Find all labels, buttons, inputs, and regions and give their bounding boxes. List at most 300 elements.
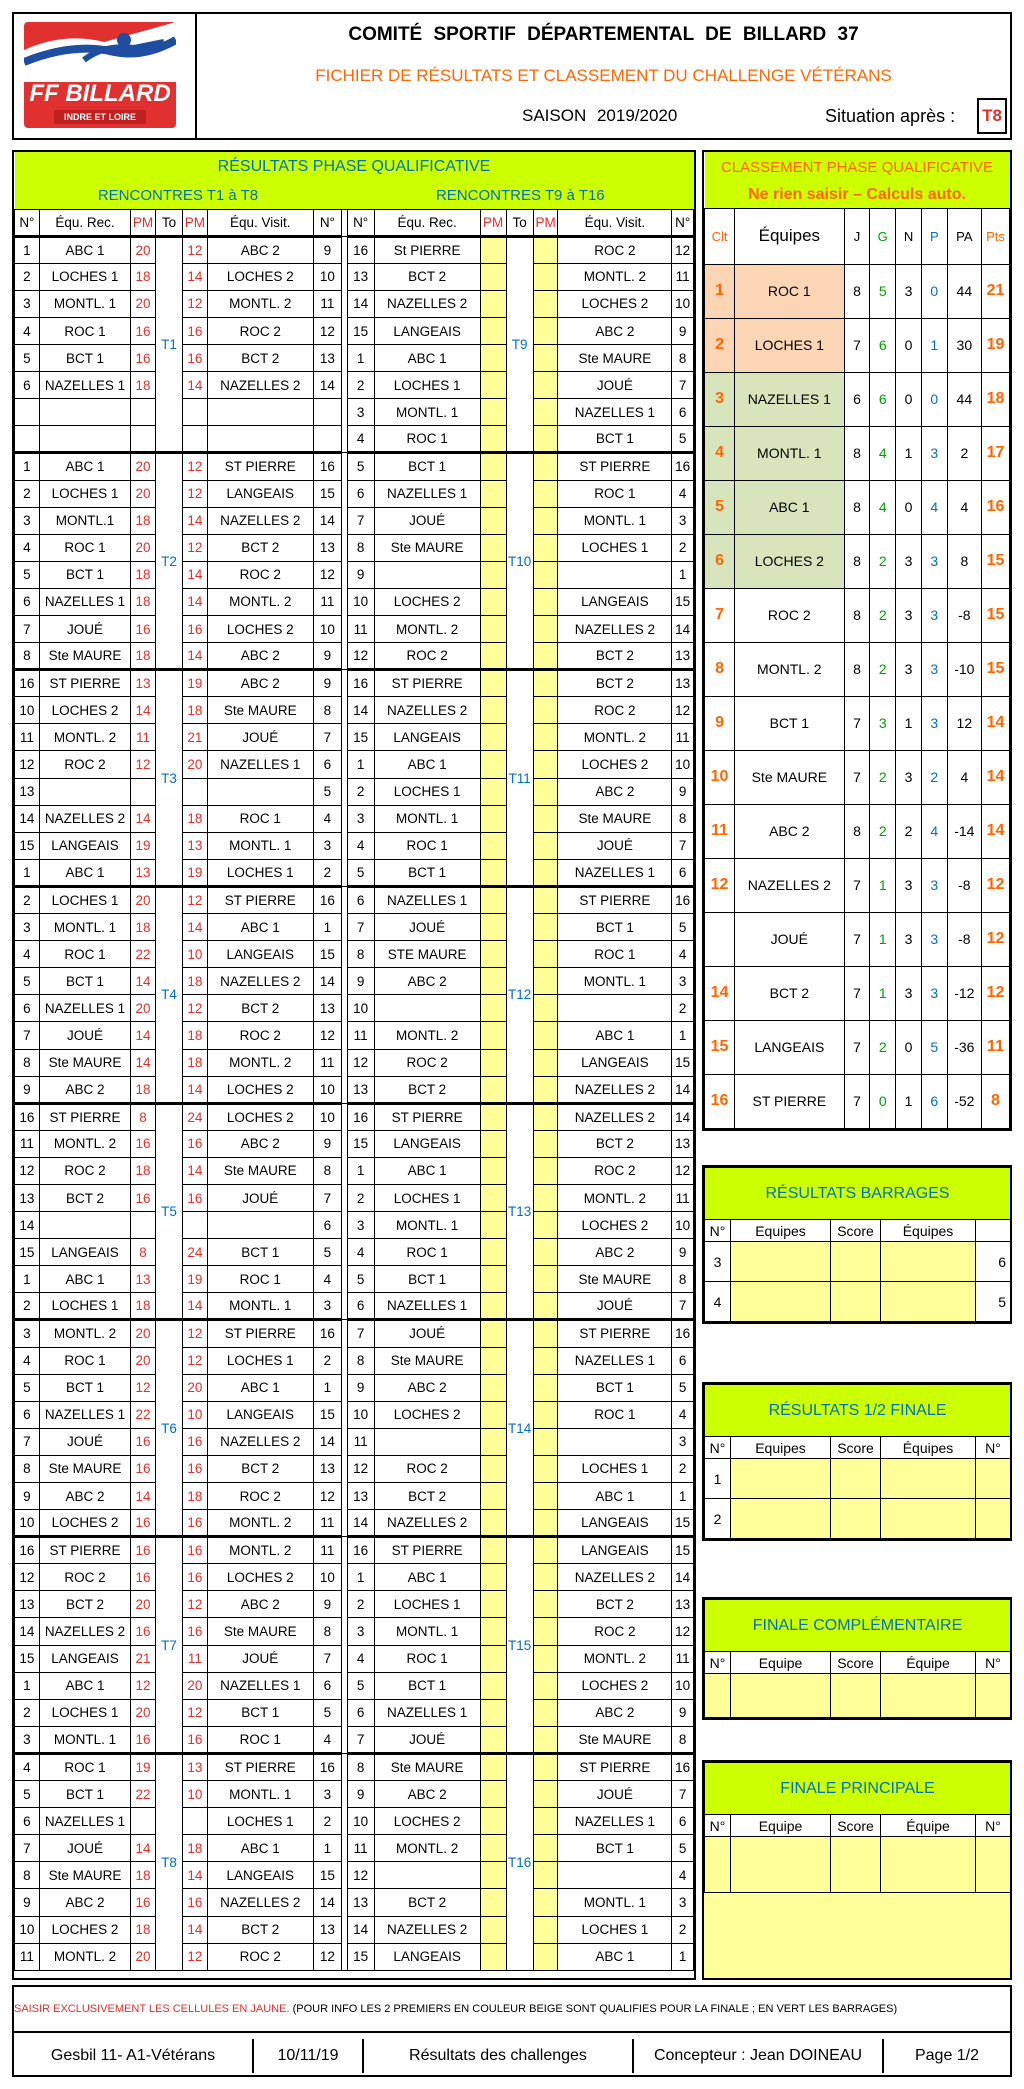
home-score[interactable]: 8	[131, 1239, 156, 1266]
away-score-input[interactable]	[533, 317, 558, 344]
away-score[interactable]: 16	[183, 616, 208, 643]
away-score-input[interactable]	[533, 480, 558, 507]
away-score[interactable]: 20	[183, 1672, 208, 1699]
home-score-input[interactable]	[480, 1103, 506, 1130]
away-score-input[interactable]	[533, 941, 558, 968]
away-score[interactable]	[183, 1212, 208, 1239]
away-score-input[interactable]	[533, 1943, 558, 1970]
home-score[interactable]: 20	[131, 534, 156, 561]
home-team: JOUÉ	[374, 1320, 480, 1347]
away-score[interactable]: 16	[183, 1455, 208, 1482]
away-score-input[interactable]	[533, 1726, 558, 1753]
away-score[interactable]	[183, 778, 208, 805]
away-score[interactable]: 14	[183, 643, 208, 670]
home-score-input[interactable]	[480, 1347, 506, 1374]
away-score-input[interactable]	[533, 697, 558, 724]
away-score[interactable]: 20	[183, 1374, 208, 1401]
home-score-input[interactable]	[480, 1184, 506, 1211]
home-score[interactable]: 22	[131, 941, 156, 968]
home-score-input[interactable]	[480, 534, 506, 561]
home-score[interactable]	[131, 399, 156, 426]
score-cell[interactable]	[831, 1674, 881, 1718]
away-score[interactable]: 12	[183, 534, 208, 561]
home-score[interactable]: 16	[131, 1537, 156, 1564]
home-score-input[interactable]	[480, 886, 506, 913]
home-score-input[interactable]	[480, 1239, 506, 1266]
away-score[interactable]: 16	[183, 1184, 208, 1211]
away-score[interactable]: 18	[183, 968, 208, 995]
home-score[interactable]: 18	[131, 507, 156, 534]
team-cell[interactable]	[731, 1282, 831, 1322]
home-score[interactable]: 18	[131, 263, 156, 290]
lost: 3	[921, 642, 947, 696]
home-score-input[interactable]	[480, 236, 506, 263]
away-score[interactable]: 16	[183, 317, 208, 344]
away-score-input[interactable]	[533, 345, 558, 372]
away-score-input[interactable]	[533, 236, 558, 263]
away-team: ROC 2	[207, 317, 313, 344]
away-score[interactable]: 18	[183, 805, 208, 832]
away-score-input[interactable]	[533, 1266, 558, 1293]
away-score[interactable]: 12	[183, 1943, 208, 1970]
away-score[interactable]: 16	[183, 1537, 208, 1564]
home-score-input[interactable]	[480, 1726, 506, 1753]
semi-row[interactable]	[705, 1499, 1011, 1539]
away-score[interactable]: 18	[183, 1022, 208, 1049]
team-number-input[interactable]	[976, 1499, 1011, 1539]
home-score-input[interactable]	[480, 832, 506, 859]
team-cell[interactable]	[731, 1459, 831, 1499]
home-score-input[interactable]	[480, 1537, 506, 1564]
left-subtitle: RENCONTRES T1 à T8	[97, 186, 259, 204]
away-score-input[interactable]	[533, 1510, 558, 1537]
home-number: 6	[15, 1808, 40, 1835]
away-score[interactable]: 16	[183, 1618, 208, 1645]
home-score-input[interactable]	[480, 263, 506, 290]
away-score[interactable]: 19	[183, 670, 208, 697]
home-score[interactable]: 20	[131, 1699, 156, 1726]
home-score-input[interactable]	[480, 724, 506, 751]
away-score[interactable]: 14	[183, 372, 208, 399]
away-score[interactable]: 14	[183, 263, 208, 290]
home-score-input[interactable]	[480, 1022, 506, 1049]
away-score[interactable]: 10	[183, 941, 208, 968]
away-score-input[interactable]	[533, 1049, 558, 1076]
home-score[interactable]: 14	[131, 697, 156, 724]
played: 8	[844, 588, 870, 642]
home-score-input[interactable]	[480, 561, 506, 588]
home-score[interactable]	[131, 1808, 156, 1835]
home-score-input[interactable]	[480, 1401, 506, 1428]
away-score-input[interactable]	[533, 805, 558, 832]
away-score-input[interactable]	[533, 1699, 558, 1726]
home-score-input[interactable]	[480, 1672, 506, 1699]
away-score-input[interactable]	[533, 588, 558, 615]
home-score[interactable]: 16	[131, 345, 156, 372]
home-number: 16	[15, 670, 40, 697]
home-score-input[interactable]	[480, 1808, 506, 1835]
away-score[interactable]: 16	[183, 1510, 208, 1537]
home-score[interactable]: 14	[131, 1835, 156, 1862]
score-cell[interactable]	[831, 1242, 881, 1282]
away-score[interactable]: 13	[183, 832, 208, 859]
home-score-input[interactable]	[480, 805, 506, 832]
away-score-input[interactable]	[533, 995, 558, 1022]
home-score[interactable]: 16	[131, 1726, 156, 1753]
away-score[interactable]: 11	[183, 1645, 208, 1672]
away-score[interactable]: 16	[183, 1428, 208, 1455]
away-score[interactable]: 24	[183, 1103, 208, 1130]
home-score-input[interactable]	[480, 1862, 506, 1889]
away-score[interactable]: 16	[183, 345, 208, 372]
away-score[interactable]: 14	[183, 1157, 208, 1184]
away-score-input[interactable]	[533, 1374, 558, 1401]
home-score[interactable]: 19	[131, 832, 156, 859]
home-score[interactable]: 20	[131, 1943, 156, 1970]
away-score-input[interactable]	[533, 1835, 558, 1862]
away-score-input[interactable]	[533, 1076, 558, 1103]
team-number-input[interactable]	[976, 1674, 1011, 1718]
away-score-input[interactable]	[533, 886, 558, 913]
home-score-input[interactable]	[480, 1645, 506, 1672]
home-score-input[interactable]	[480, 1130, 506, 1157]
home-score-input[interactable]	[480, 1076, 506, 1103]
home-score[interactable]: 18	[131, 1862, 156, 1889]
away-score[interactable]: 19	[183, 1266, 208, 1293]
away-score-input[interactable]	[533, 1130, 558, 1157]
away-score-input[interactable]	[533, 751, 558, 778]
score-cell[interactable]	[831, 1282, 881, 1322]
home-score[interactable]: 16	[131, 1564, 156, 1591]
team-cell[interactable]	[881, 1837, 976, 1893]
home-score-input[interactable]	[480, 1320, 506, 1347]
away-score[interactable]: 16	[183, 1130, 208, 1157]
home-score-input[interactable]	[480, 1699, 506, 1726]
away-score-input[interactable]	[533, 670, 558, 697]
home-score-input[interactable]	[480, 1564, 506, 1591]
score-cell[interactable]	[831, 1459, 881, 1499]
away-number: 7	[672, 832, 694, 859]
away-score-input[interactable]	[533, 778, 558, 805]
away-score-input[interactable]	[533, 1455, 558, 1482]
finale-row[interactable]	[705, 1837, 1011, 1893]
home-number: 10	[15, 1510, 40, 1537]
home-score[interactable]: 20	[131, 1591, 156, 1618]
home-score-input[interactable]	[480, 426, 506, 453]
home-score[interactable]: 11	[131, 724, 156, 751]
home-score[interactable]: 19	[131, 1753, 156, 1780]
away-score[interactable]: 14	[183, 588, 208, 615]
home-score[interactable]: 22	[131, 1401, 156, 1428]
away-score[interactable]: 20	[183, 751, 208, 778]
team-cell[interactable]	[881, 1242, 976, 1282]
away-score-input[interactable]	[533, 1862, 558, 1889]
team-cell[interactable]	[731, 1674, 831, 1718]
home-score[interactable]: 13	[131, 670, 156, 697]
team-cell[interactable]	[881, 1282, 976, 1322]
home-score[interactable]: 16	[131, 317, 156, 344]
away-score-input[interactable]	[533, 263, 558, 290]
home-number: 10	[15, 697, 40, 724]
away-score-input[interactable]	[533, 1537, 558, 1564]
away-score[interactable]: 10	[183, 1401, 208, 1428]
away-score[interactable]: 21	[183, 724, 208, 751]
away-score-input[interactable]	[533, 507, 558, 534]
away-score[interactable]	[183, 1808, 208, 1835]
home-score-input[interactable]	[480, 859, 506, 886]
home-score-input[interactable]	[480, 453, 506, 480]
away-score[interactable]: 18	[183, 1049, 208, 1076]
home-score-input[interactable]	[480, 1483, 506, 1510]
away-score[interactable]: 12	[183, 1347, 208, 1374]
home-score[interactable]: 18	[131, 561, 156, 588]
away-score-input[interactable]	[533, 616, 558, 643]
home-score[interactable]: 14	[131, 1049, 156, 1076]
away-score[interactable]: 14	[183, 1862, 208, 1889]
home-score[interactable]: 21	[131, 1645, 156, 1672]
team-cell[interactable]	[731, 1499, 831, 1539]
home-score[interactable]: 20	[131, 1347, 156, 1374]
home-score-input[interactable]	[480, 1591, 506, 1618]
home-score-input[interactable]	[480, 941, 506, 968]
home-score[interactable]: 18	[131, 643, 156, 670]
home-score[interactable]: 22	[131, 1781, 156, 1808]
away-score[interactable]: 24	[183, 1239, 208, 1266]
home-score-input[interactable]	[480, 1753, 506, 1780]
away-score[interactable]: 16	[183, 1564, 208, 1591]
team-number-input[interactable]	[976, 1837, 1011, 1893]
away-score-input[interactable]	[533, 1889, 558, 1916]
home-score[interactable]: 14	[131, 1483, 156, 1510]
home-score[interactable]: 18	[131, 1916, 156, 1943]
away-score-input[interactable]	[533, 399, 558, 426]
away-score[interactable]: 13	[183, 1753, 208, 1780]
home-score-input[interactable]	[480, 1943, 506, 1970]
home-score[interactable]: 20	[131, 480, 156, 507]
away-score[interactable]: 12	[183, 453, 208, 480]
away-score-input[interactable]	[533, 1483, 558, 1510]
home-score[interactable]: 18	[131, 1157, 156, 1184]
home-score[interactable]: 16	[131, 1455, 156, 1482]
home-score-input[interactable]	[480, 1266, 506, 1293]
home-score-input[interactable]	[480, 751, 506, 778]
away-score-input[interactable]	[533, 1428, 558, 1455]
home-score-input[interactable]	[480, 1510, 506, 1537]
home-score[interactable]: 20	[131, 453, 156, 480]
home-score[interactable]: 16	[131, 1618, 156, 1645]
away-score[interactable]: 12	[183, 290, 208, 317]
away-score[interactable]: 12	[183, 886, 208, 913]
away-score[interactable]: 14	[183, 1293, 208, 1320]
team-cell[interactable]	[881, 1499, 976, 1539]
home-score-input[interactable]	[480, 1916, 506, 1943]
away-score[interactable]	[183, 426, 208, 453]
table-row	[15, 1455, 694, 1482]
away-score-input[interactable]	[533, 968, 558, 995]
away-score-input[interactable]	[533, 1753, 558, 1780]
away-score-input[interactable]	[533, 1916, 558, 1943]
home-score[interactable]: 8	[131, 1103, 156, 1130]
home-score-input[interactable]	[480, 778, 506, 805]
away-score-input[interactable]	[533, 372, 558, 399]
home-score[interactable]: 18	[131, 1076, 156, 1103]
away-score-input[interactable]	[533, 1103, 558, 1130]
home-score-input[interactable]	[480, 372, 506, 399]
away-score[interactable]: 14	[183, 561, 208, 588]
away-score-input[interactable]	[533, 1184, 558, 1211]
home-score[interactable]: 20	[131, 886, 156, 913]
home-team: BCT 1	[374, 453, 480, 480]
home-score-input[interactable]	[480, 290, 506, 317]
away-score-input[interactable]	[533, 1618, 558, 1645]
barrage-row[interactable]	[705, 1282, 1011, 1322]
away-score[interactable]: 12	[183, 480, 208, 507]
home-score[interactable]: 18	[131, 914, 156, 941]
home-score-input[interactable]	[480, 1293, 506, 1320]
away-score[interactable]: 12	[183, 236, 208, 263]
home-score-input[interactable]	[480, 643, 506, 670]
home-score-input[interactable]	[480, 697, 506, 724]
home-number: 7	[15, 1022, 40, 1049]
away-score[interactable]: 12	[183, 1699, 208, 1726]
home-score-input[interactable]	[480, 1455, 506, 1482]
team-cell[interactable]	[881, 1459, 976, 1499]
home-score-input[interactable]	[480, 968, 506, 995]
away-score-input[interactable]	[533, 1157, 558, 1184]
home-score[interactable]	[131, 426, 156, 453]
away-score-input[interactable]	[533, 914, 558, 941]
away-score[interactable]: 18	[183, 1835, 208, 1862]
away-score-input[interactable]	[533, 1239, 558, 1266]
away-score-input[interactable]	[533, 859, 558, 886]
home-score[interactable]: 16	[131, 1184, 156, 1211]
away-score-input[interactable]	[533, 1645, 558, 1672]
home-score[interactable]: 12	[131, 1672, 156, 1699]
away-score[interactable]: 16	[183, 1889, 208, 1916]
away-score-input[interactable]	[533, 1672, 558, 1699]
away-score-input[interactable]	[533, 561, 558, 588]
away-score[interactable]: 18	[183, 1483, 208, 1510]
home-score[interactable]: 16	[131, 616, 156, 643]
away-score[interactable]: 14	[183, 1076, 208, 1103]
team-number-input[interactable]	[976, 1459, 1011, 1499]
home-score[interactable]: 20	[131, 290, 156, 317]
away-score[interactable]: 14	[183, 1916, 208, 1943]
home-score-input[interactable]	[480, 345, 506, 372]
barrage-row[interactable]	[705, 1242, 1011, 1282]
away-score[interactable]: 16	[183, 1726, 208, 1753]
home-score-input[interactable]	[480, 1428, 506, 1455]
home-score[interactable]: 12	[131, 751, 156, 778]
away-score-input[interactable]	[533, 724, 558, 751]
away-score[interactable]: 14	[183, 914, 208, 941]
home-score[interactable]: 16	[131, 1889, 156, 1916]
home-score[interactable]: 18	[131, 588, 156, 615]
home-team: ABC 1	[374, 1564, 480, 1591]
home-score-input[interactable]	[480, 1212, 506, 1239]
away-score-input[interactable]	[533, 1781, 558, 1808]
home-score-input[interactable]	[480, 616, 506, 643]
home-score-input[interactable]	[480, 1835, 506, 1862]
home-score[interactable]	[131, 778, 156, 805]
home-score-input[interactable]	[480, 995, 506, 1022]
away-score-input[interactable]	[533, 534, 558, 561]
home-score[interactable]: 12	[131, 1374, 156, 1401]
away-score-input[interactable]	[533, 1347, 558, 1374]
home-score-input[interactable]	[480, 1374, 506, 1401]
home-score-input[interactable]	[480, 507, 506, 534]
away-score[interactable]: 12	[183, 995, 208, 1022]
home-score-input[interactable]	[480, 1889, 506, 1916]
away-score-input[interactable]	[533, 1293, 558, 1320]
away-score-input[interactable]	[533, 1022, 558, 1049]
team-cell[interactable]	[731, 1242, 831, 1282]
home-score[interactable]: 13	[131, 1266, 156, 1293]
away-score-input[interactable]	[533, 643, 558, 670]
away-score[interactable]: 18	[183, 697, 208, 724]
away-score-input[interactable]	[533, 1564, 558, 1591]
home-score-input[interactable]	[480, 317, 506, 344]
team-number-input[interactable]	[705, 1837, 731, 1893]
away-score-input[interactable]	[533, 426, 558, 453]
home-score-input[interactable]	[480, 480, 506, 507]
home-score[interactable]: 14	[131, 805, 156, 832]
away-score-input[interactable]	[533, 290, 558, 317]
score-cell[interactable]	[831, 1499, 881, 1539]
home-score[interactable]: 16	[131, 1130, 156, 1157]
away-score-input[interactable]	[533, 453, 558, 480]
finale-row[interactable]	[705, 1674, 1011, 1718]
home-score[interactable]: 20	[131, 1320, 156, 1347]
home-score-input[interactable]	[480, 1157, 506, 1184]
away-score[interactable]: 12	[183, 1320, 208, 1347]
away-score-input[interactable]	[533, 1808, 558, 1835]
away-score-input[interactable]	[533, 1320, 558, 1347]
home-score[interactable]	[131, 1212, 156, 1239]
home-score-input[interactable]	[480, 670, 506, 697]
home-score[interactable]: 20	[131, 236, 156, 263]
home-score[interactable]: 14	[131, 1022, 156, 1049]
team-cell[interactable]	[731, 1837, 831, 1893]
away-score[interactable]: 12	[183, 1591, 208, 1618]
semi-row[interactable]	[705, 1459, 1011, 1499]
team-cell[interactable]	[881, 1674, 976, 1718]
home-score-input[interactable]	[480, 1781, 506, 1808]
home-score[interactable]: 16	[131, 1510, 156, 1537]
home-score[interactable]: 18	[131, 1293, 156, 1320]
home-score-input[interactable]	[480, 1049, 506, 1076]
home-score[interactable]: 13	[131, 859, 156, 886]
home-score[interactable]: 18	[131, 372, 156, 399]
team-number-input[interactable]	[705, 1674, 731, 1718]
away-score[interactable]	[183, 399, 208, 426]
home-score[interactable]: 20	[131, 995, 156, 1022]
home-score-input[interactable]	[480, 914, 506, 941]
home-score-input[interactable]	[480, 1618, 506, 1645]
away-score-input[interactable]	[533, 1591, 558, 1618]
away-score[interactable]: 10	[183, 1781, 208, 1808]
away-score-input[interactable]	[533, 1401, 558, 1428]
home-score[interactable]: 14	[131, 968, 156, 995]
home-score-input[interactable]	[480, 588, 506, 615]
away-score-input[interactable]	[533, 832, 558, 859]
away-score[interactable]: 19	[183, 859, 208, 886]
away-score-input[interactable]	[533, 1212, 558, 1239]
home-score-input[interactable]	[480, 399, 506, 426]
home-score[interactable]: 16	[131, 1428, 156, 1455]
score-cell[interactable]	[831, 1837, 881, 1893]
away-score[interactable]: 14	[183, 507, 208, 534]
